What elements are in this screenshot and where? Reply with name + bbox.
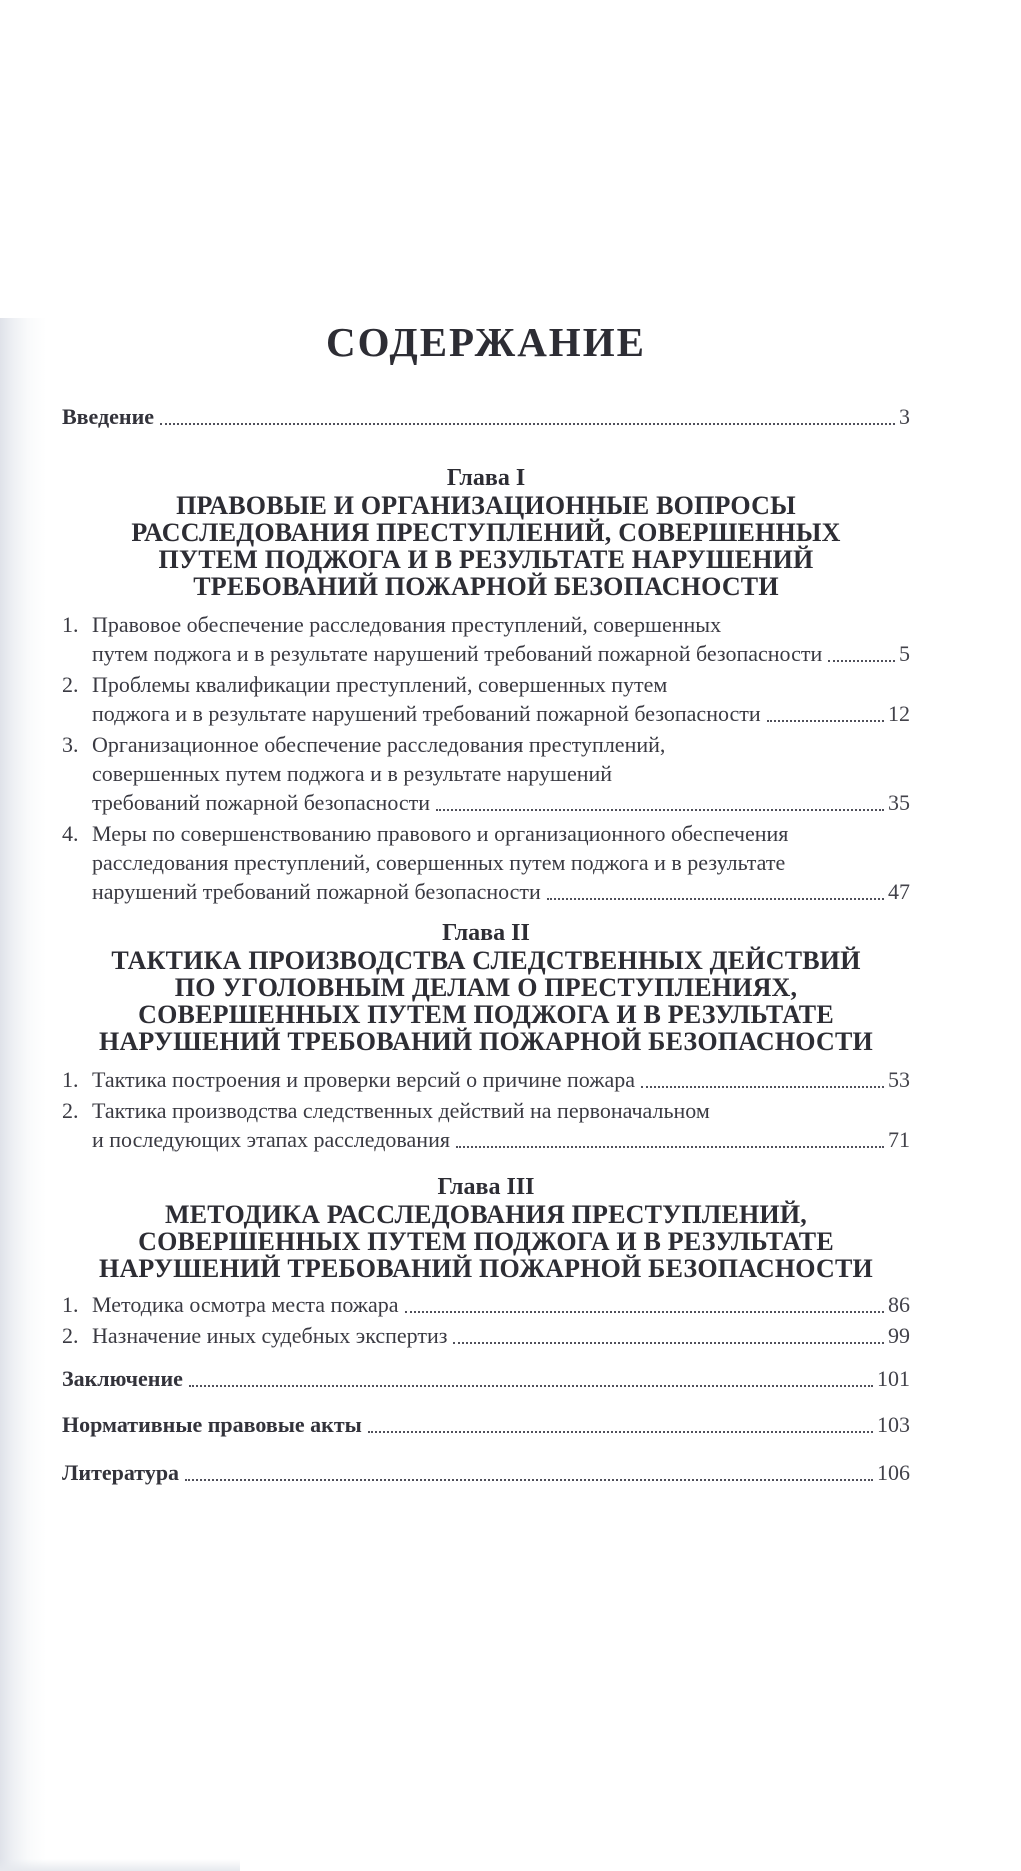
dot-leader xyxy=(767,720,884,722)
toc-entry-legal-acts xyxy=(62,1410,910,1439)
toc-page-number: 12 xyxy=(888,701,910,726)
chapter-2-title-line: ПО УГОЛОВНЫМ ДЕЛАМ О ПРЕСТУПЛЕНИЯХ, xyxy=(174,973,798,1002)
chapter-2-title-line: НАРУШЕНИЙ ТРЕБОВАНИЙ ПОЖАРНОЙ БЕЗОПАСНОСТИ xyxy=(99,1027,873,1056)
chapter-1-label: Глава I xyxy=(446,465,526,491)
toc-page-number: 53 xyxy=(888,1067,910,1092)
chapter-2-items xyxy=(62,1065,910,1154)
toc-item-text: Тактика построения и проверки версий о причине пожара 53 xyxy=(92,1067,910,1092)
chapter-3-title-line: МЕТОДИКА РАССЛЕДОВАНИЯ ПРЕСТУПЛЕНИЙ, xyxy=(165,1200,807,1229)
toc-item-text: Правовое обеспечение расследования преступлений, совершенных путем поджога и в результате нарушений требований пожарной безопасности 5 xyxy=(92,612,910,666)
toc-content xyxy=(0,318,1021,1487)
page-title: СОДЕРЖАНИЕ xyxy=(326,319,646,365)
toc-page-number: 5 xyxy=(899,641,910,666)
toc-page-number: 86 xyxy=(888,1292,910,1317)
toc-entry-literature xyxy=(62,1458,910,1487)
toc-item xyxy=(62,730,910,817)
toc-item xyxy=(62,1321,910,1350)
dot-leader xyxy=(453,1342,884,1344)
chapter-1-title-line: РАССЛЕДОВАНИЯ ПРЕСТУПЛЕНИЙ, СОВЕРШЕННЫХ xyxy=(131,518,841,547)
chapter-3-items xyxy=(62,1290,910,1350)
toc-item-text: Проблемы квалификации преступлений, совершенных путем поджога и в результате нарушений требований пожарной безопасности 12 xyxy=(92,672,910,726)
toc-page-number: 103 xyxy=(877,1412,910,1437)
chapter-1-items xyxy=(62,610,910,906)
dot-leader xyxy=(405,1311,884,1313)
toc-page-number: 99 xyxy=(888,1323,910,1348)
chapter-3-heading xyxy=(62,1174,910,1282)
dot-leader xyxy=(436,809,884,811)
chapter-3-label: Глава III xyxy=(437,1174,535,1200)
chapter-2-title-line: ТАКТИКА ПРОИЗВОДСТВА СЛЕДСТВЕННЫХ ДЕЙСТВИЙ xyxy=(111,946,861,975)
chapter-1-title-line: ТРЕБОВАНИЙ ПОЖАРНОЙ БЕЗОПАСНОСТИ xyxy=(193,572,779,601)
chapter-2-heading xyxy=(62,920,910,1055)
toc-item-text: Назначение иных судебных экспертиз 99 xyxy=(92,1323,910,1348)
toc-item xyxy=(62,670,910,728)
dot-leader xyxy=(185,1479,873,1481)
toc-item-text: Организационное обеспечение расследования преступлений, совершенных путем поджога и в результате нарушений требований пожарной безопасности 35 xyxy=(92,732,910,815)
toc-page-number: 47 xyxy=(888,879,910,904)
chapter-1-heading xyxy=(62,465,910,600)
toc-entry-label: Заключение xyxy=(62,1366,183,1391)
toc-page-number: 35 xyxy=(888,790,910,815)
toc-item xyxy=(62,1290,910,1319)
toc-page-number: 3 xyxy=(899,404,910,429)
toc-entry-introduction xyxy=(62,402,910,431)
toc-entry-label: Введение xyxy=(62,404,155,429)
scanned-book-page xyxy=(0,318,1021,1871)
chapter-1-title-line: ПРАВОВЫЕ И ОРГАНИЗАЦИОННЫЕ ВОПРОСЫ xyxy=(176,491,796,520)
dot-leader xyxy=(189,1385,873,1387)
toc-item-number: 2. xyxy=(62,1098,79,1123)
dot-leader xyxy=(160,423,895,425)
chapter-2-label: Глава II xyxy=(442,920,530,946)
toc-item-number: 2. xyxy=(62,672,79,697)
toc-page-number: 101 xyxy=(877,1366,910,1391)
toc-item xyxy=(62,1065,910,1094)
chapter-3-title-line: СОВЕРШЕННЫХ ПУТЕМ ПОДЖОГА И В РЕЗУЛЬТАТЕ xyxy=(138,1227,834,1256)
toc-entry-label: Литература xyxy=(62,1460,180,1485)
toc-item-number: 2. xyxy=(62,1323,79,1348)
dot-leader xyxy=(641,1086,884,1088)
chapter-3-title-line: НАРУШЕНИЙ ТРЕБОВАНИЙ ПОЖАРНОЙ БЕЗОПАСНОСТИ xyxy=(99,1254,873,1283)
chapter-1-title-line: ПУТЕМ ПОДЖОГА И В РЕЗУЛЬТАТЕ НАРУШЕНИЙ xyxy=(158,545,814,574)
dot-leader xyxy=(547,898,884,900)
toc-item-number: 3. xyxy=(62,732,79,757)
dot-leader xyxy=(828,660,895,662)
toc-entry-conclusion xyxy=(62,1364,910,1393)
toc-item xyxy=(62,819,910,906)
toc-entry-label: Нормативные правовые акты xyxy=(62,1412,362,1437)
page-bottom-shadow xyxy=(0,1859,240,1871)
toc-item-number: 4. xyxy=(62,821,79,846)
toc-item-text: Меры по совершенствованию правового и организационного обеспечения расследования преступлений, совершенных путем поджога и в результате нарушений требований пожарной безопасности 47 xyxy=(92,821,910,904)
toc-item-text: Тактика производства следственных действий на первоначальном и последующих этапах расследования 71 xyxy=(92,1098,910,1152)
toc-item-number: 1. xyxy=(62,612,79,637)
toc-item xyxy=(62,610,910,668)
toc-item-number: 1. xyxy=(62,1292,79,1317)
toc-page-number: 71 xyxy=(888,1127,910,1152)
chapter-2-title-line: СОВЕРШЕННЫХ ПУТЕМ ПОДЖОГА И В РЕЗУЛЬТАТЕ xyxy=(138,1000,834,1029)
toc-item xyxy=(62,1096,910,1154)
dot-leader xyxy=(456,1146,884,1148)
dot-leader xyxy=(368,1431,873,1433)
toc-item-number: 1. xyxy=(62,1067,79,1092)
toc-page-number: 106 xyxy=(877,1460,910,1485)
toc-item-text: Методика осмотра места пожара 86 xyxy=(92,1292,910,1317)
